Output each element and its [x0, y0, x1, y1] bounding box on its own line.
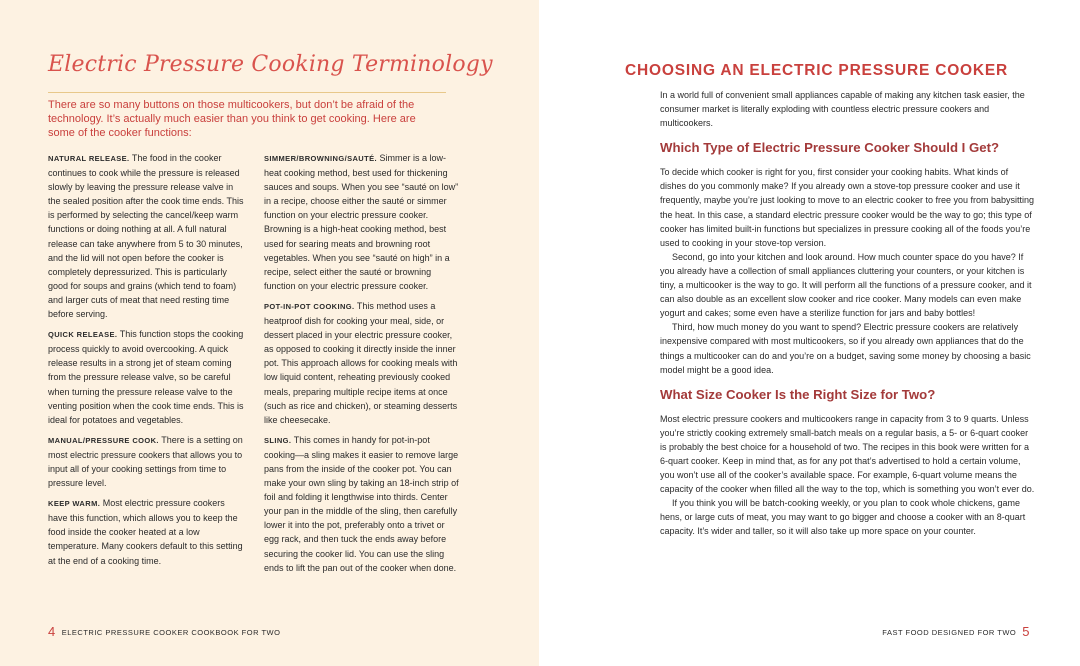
term-keep-warm: [48, 496, 246, 567]
chapter-title: CHOOSING AN ELECTRIC PRESSURE COOKER: [625, 62, 1009, 79]
term-simmer-browning-saute: [264, 151, 462, 293]
intro-paragraph: In a world full of convenient small appliances capable of making any kitchen task easier, the consumer market is literally exploding with countless electric pressure cookers and multicookers.: [660, 90, 1025, 129]
paragraph: To decide which cooker is right for you, first consider your cooking habits. What kinds of dishes do you commonly make? If you already own a stove-top pressure cooker and use it frequently, maybe you’re just looking to move to an electric cooker to free you from babysitting the heat. In this case, a standard electric pressure cooker would be the way to go; this type of cooker has limited built-in functions but specializes in pressure cooking all of the foods you’re used to cooking in your stove-top version.: [660, 167, 1035, 248]
term-natural-release: [48, 151, 246, 321]
terminology-intro: There are so many buttons on those multicookers, but don’t be afraid of the technology. It’s actually much easier than you think to get cooking. Here are some of the cooker functions:: [48, 99, 416, 139]
running-footer: ELECTRIC PRESSURE COOKER COOKBOOK FOR TWO: [61, 628, 281, 637]
page-footer-left: [48, 624, 280, 639]
terms-column-right: [264, 151, 462, 581]
term-pot-in-pot: [264, 299, 462, 427]
page-number: 4: [48, 624, 56, 639]
right-page-body: [660, 88, 1035, 539]
term-text: This function stops the cooking process quickly to avoid overcooking. A quick release results in a strong jet of steam coming from the pressure release valve, so be careful when turning the pressure release valve to the venting position when the cook time ends. This is ideal for potatoes and vegetables.: [48, 329, 244, 425]
terminology-title: Electric Pressure Cooking Terminology: [48, 52, 493, 77]
term-text: There is a setting on most electric pressure cookers that allows you to input all of your cooking settings from time to pressure level.: [48, 434, 243, 489]
term-text: This method uses a heatproof dish for cooking your meal, side, or dessert placed in your electric pressure cooker, as opposed to cooking it directly inside the inner pot. This approach allows for cooking meals with low liquid content, reheating previously cooked meals, preparing multiple recipe items at once (such as rice and chicken), or steaming desserts like cheesecake.: [264, 300, 458, 425]
page-footer-right: [882, 624, 1030, 639]
paragraph: Most electric pressure cookers and multicookers range in capacity from 3 to 9 quarts. Unless you’re strictly cooking extremely small-batch meals on a regular basis, a 5- or 6-quart cooker is probably the best choice for a household of two. The recipes in this book were written for a 6-quart cooker. Keep in mind that, as for any pot that’s advertised to hold a certain volume, you won’t use all of the cooker’s available space. For example, 6-quart volume means the capacity of the cooker when filled all the way to the top, which is something you won’t ever do.: [660, 413, 1035, 495]
term-name: SLING.: [264, 435, 292, 445]
page-number: 5: [1022, 624, 1030, 639]
term-name: QUICK RELEASE.: [48, 330, 118, 340]
term-name: KEEP WARM.: [48, 499, 101, 509]
section-heading-type: Which Type of Electric Pressure Cooker Should I Get?: [660, 140, 1000, 156]
paragraph: Second, go into your kitchen and look around. How much counter space do you have? If you already have a collection of small appliances cluttering your counters, or your kitchen is tiny, a multicooker is the way to go. It will perform all the functions of a pressure cooker, and it can also double as an excellent slow cooker and rice cooker. Many models can even make yogurt and cakes; some even have a sterilize function for jars and baby bottles!: [660, 251, 1032, 319]
paragraph: Third, how much money do you want to spend? Electric pressure cookers are relatively inexpensive compared with most multicookers, so if you already own appliances that do the things a multicooker can do and you’re on a budget, saving some money by choosing a basic model might be a good idea.: [660, 322, 1031, 375]
term-name: MANUAL/PRESSURE COOK.: [48, 435, 159, 445]
right-page: [539, 0, 1080, 666]
term-text: The food in the cooker continues to cook while the pressure is released slowly by leaving the pressure release valve in the sealed position after the cook time ends. This is performed by selecting the cancel/keep warm functions or doing nothing at all. A full natural release can take anywhere from 5 to 30 minutes, and the lid will not open before the cooker is completely depressurized. This is particularly good for soups and grains (which tend to foam) and larger cuts of meat that need resting time before serving.: [48, 153, 244, 320]
paragraph: If you think you will be batch-cooking weekly, or you plan to cook whole chickens, game hens, or large cuts of meat, you may want to go bigger and choose a cooker with an 8-quart capacity. It’s wider and taller, so it will also take up more space on your counter.: [660, 498, 1026, 537]
terms-column-left: [48, 151, 246, 574]
term-name: SIMMER/BROWNING/SAUTÉ.: [264, 154, 377, 163]
section-heading-size: What Size Cooker Is the Right Size for Two?: [660, 386, 936, 402]
term-manual-pressure-cook: [48, 433, 246, 490]
term-name: POT-IN-POT COOKING.: [264, 301, 355, 311]
term-text: Most electric pressure cookers have this function, which allows you to keep the food inside the cooker heated at a low temperature. Many cookers default to this setting at the end of a cooking time.: [48, 498, 243, 566]
term-sling: [264, 433, 462, 575]
term-name: NATURAL RELEASE.: [48, 154, 130, 163]
running-footer: FAST FOOD DESIGNED FOR TWO: [882, 628, 1017, 637]
title-divider: [48, 92, 446, 93]
term-text: This comes in handy for pot-in-pot cooking—a sling makes it easier to remove large pans from the inside of the cooker pot. You can make your own sling by taking an 18-inch strip of foil and folding it lengthwise into thirds. Center your pan in the middle of the sling, then carefully lower it into the pot, preferably onto a trivet or egg rack, and then tuck the ends away before securing the cooker lid. You can use the sling ends to lift the pan out of the cooker when done.: [264, 434, 459, 573]
left-page: [0, 0, 539, 666]
term-quick-release: [48, 327, 246, 427]
term-text: Simmer is a low-heat cooking method, best used for thickening sauces and soups. When you see “sauté on low” in a recipe, choose either the sauté or simmer function on your electric pressure cooker. Browning is a high-heat cooking method, best used for searing meats and browning root vegetables. When you see “sauté on high” in a recipe, select either the sauté or browning function on your electric pressure cooker.: [264, 153, 459, 291]
